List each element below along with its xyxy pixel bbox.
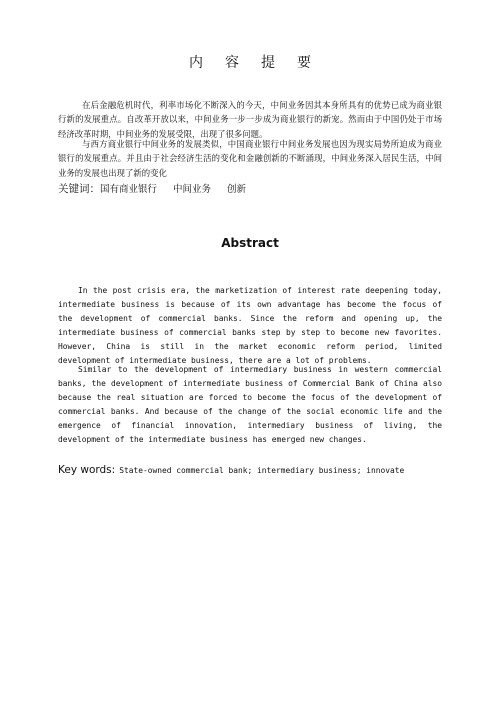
chinese-keywords-label: 关键词： — [58, 183, 100, 195]
english-abstract-paragraph-1: In the post crisis era, the marketization of interest rate deepening today, intermediate business is because of its own advantage has become the focus of the development of commercial banks. Since the reform and opening up, the intermediate business of commercial banks step by step to become new favorites. However, China is still in the market economic reform period, limited development of intermediate business, there are a lot of problems. — [58, 286, 442, 365]
chinese-keyword: 中间业务 — [173, 184, 212, 195]
english-abstract-title: Abstract — [221, 236, 279, 250]
chinese-keywords-line — [58, 181, 262, 196]
chinese-abstract-paragraph-2: 与西方商业银行中间业务的发展类似，中国商业银行中间业务发展也因为现实局势所迫成为商业银行的发展重点。并且由于社会经济生活的变化和金融创新的不断涌现，中间业务深入居民生活，中间业务的发展也出现了新的变化 — [58, 139, 442, 178]
chinese-keyword: 国有商业银行 — [100, 184, 158, 195]
english-abstract-paragraph-2: Similar to the development of intermediary business in western commercial banks, the development of intermediate business of Commercial Bank of China also because the real situation are forced to become the focus of the development of commercial banks. And because of the change of the social economic life and the emergence of financial innovation, intermediary business of living, the development of the intermediate business has emerged new changes. — [58, 365, 442, 444]
english-keywords-text: State-owned commercial bank; intermediary business; innovate — [119, 466, 405, 475]
english-keywords-line — [58, 460, 404, 478]
chinese-keyword: 创新 — [227, 184, 247, 195]
english-keywords-label: Key words: — [58, 464, 116, 476]
chinese-abstract-paragraph-1: 在后金融危机时代，利率市场化不断深入的今天，中间业务因其本身所具有的优势已成为商业银行新的发展重点。自改革开放以来，中间业务一步一步成为商业银行的新宠。然而由于中国仍处于市场经济改革时期，中间业务的发展受限，出现了很多问题。 — [58, 100, 442, 139]
chinese-abstract-title: 内容提要 — [189, 55, 333, 71]
